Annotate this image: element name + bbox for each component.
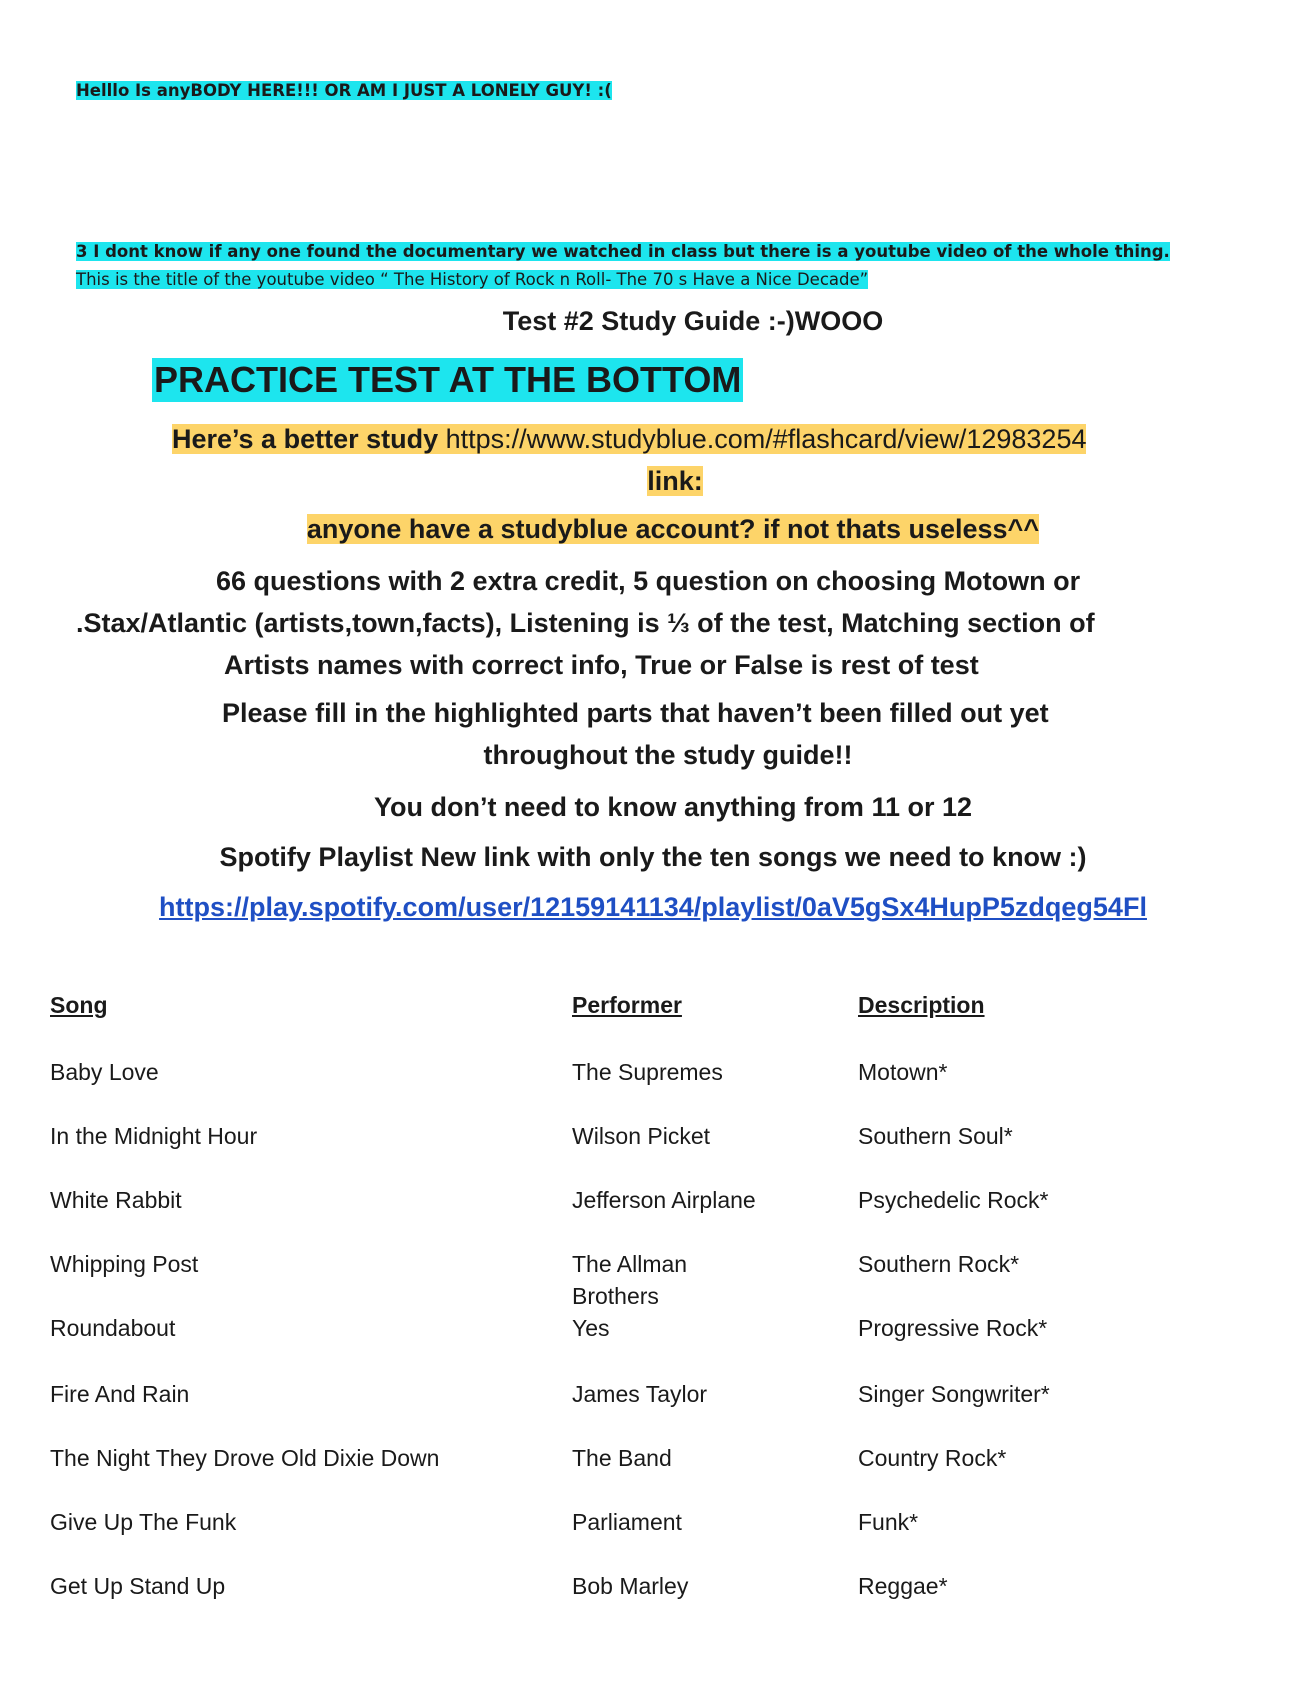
performer-cell: Yes — [572, 1315, 610, 1341]
documentary-line-2: This is the title of the youtube video “ The History of Rock n Roll- The 70 s Have a Nice Decade” — [76, 270, 869, 289]
documentary-line-1: 3 I dont know if any one found the documentary we watched in class but there is a youtube video of the whole thing. — [76, 242, 1170, 261]
song-cell: Fire And Rain — [50, 1381, 190, 1407]
dont-need-note: You don’t need to know anything from 11 or 12 — [373, 792, 973, 822]
description-cell: Progressive Rock* — [858, 1315, 1048, 1341]
please-fill-note — [0, 692, 1306, 776]
greeting-note — [76, 80, 612, 102]
test-info-line-1: 66 questions with 2 extra credit, 5 question on choosing Motown or — [216, 566, 1081, 596]
header-description: Description — [858, 992, 985, 1018]
description-cell: Motown* — [858, 1059, 948, 1085]
performer-cell: The Supremes — [572, 1059, 723, 1085]
please-line-2: throughout the study guide!! — [483, 740, 853, 770]
performer-cell: The Band — [572, 1445, 672, 1471]
better-study-label: Here’s a better study — [172, 424, 439, 454]
performer-cell: Parliament — [572, 1509, 682, 1535]
description-cell: Reggae* — [858, 1573, 948, 1599]
better-link-word-line — [0, 462, 1306, 500]
practice-test-banner: PRACTICE TEST AT THE BOTTOM — [154, 359, 742, 400]
performer-cell: Bob Marley — [572, 1573, 689, 1599]
performer-cell: The Allman Brothers — [572, 1251, 688, 1309]
header-song: Song — [50, 992, 108, 1018]
better-link-word: link: — [647, 466, 703, 496]
performer-cell: James Taylor — [572, 1381, 708, 1407]
please-line-1: Please fill in the highlighted parts that haven’t been filled out yet — [222, 698, 1049, 728]
description-cell: Southern Soul* — [858, 1123, 1013, 1149]
song-cell: Baby Love — [50, 1059, 159, 1085]
test-info-line-2: .Stax/Atlantic (artists,town,facts), Listening is ⅓ of the test, Matching section of — [76, 608, 1095, 638]
test-info — [76, 560, 1236, 686]
account-note-line — [0, 510, 1306, 548]
song-cell: White Rabbit — [50, 1187, 182, 1213]
song-cell: Roundabout — [50, 1315, 176, 1341]
spotify-note: Spotify Playlist New link with only the ten songs we need to know :) — [219, 842, 1087, 872]
song-cell: Get Up Stand Up — [50, 1573, 226, 1599]
test-info-line-3: Artists names with correct info, True or False is rest of test — [224, 650, 979, 680]
header-performer: Performer — [572, 992, 682, 1018]
performer-cell: Wilson Picket — [572, 1123, 711, 1149]
greeting-text: Helllo Is anyBODY HERE!!! OR AM I JUST A LONELY GUY! :( — [76, 81, 612, 100]
account-note: anyone have a studyblue account? if not thats useless^^ — [306, 514, 1040, 544]
page-title: Test #2 Study Guide :-)WOOO — [502, 306, 884, 336]
song-cell: The Night They Drove Old Dixie Down — [50, 1445, 440, 1471]
description-cell: Southern Rock* — [858, 1251, 1020, 1277]
description-cell: Psychedelic Rock* — [858, 1187, 1049, 1213]
song-cell: In the Midnight Hour — [50, 1123, 258, 1149]
studyblue-link[interactable]: https://www.studyblue.com/#flashcard/view/12983254 — [445, 424, 1087, 454]
performer-cell: Jefferson Airplane — [572, 1187, 756, 1213]
description-cell: Country Rock* — [858, 1445, 1007, 1471]
documentary-note — [76, 238, 1226, 294]
song-cell: Give Up The Funk — [50, 1509, 237, 1535]
description-cell: Funk* — [858, 1509, 919, 1535]
spotify-playlist-link[interactable]: https://play.spotify.com/user/12159141134/playlist/0aV5gSx4HupP5zdqeg54Fl — [159, 892, 1147, 922]
song-cell: Whipping Post — [50, 1251, 199, 1277]
better-study-line — [172, 420, 1206, 458]
description-cell: Singer Songwriter* — [858, 1381, 1050, 1407]
